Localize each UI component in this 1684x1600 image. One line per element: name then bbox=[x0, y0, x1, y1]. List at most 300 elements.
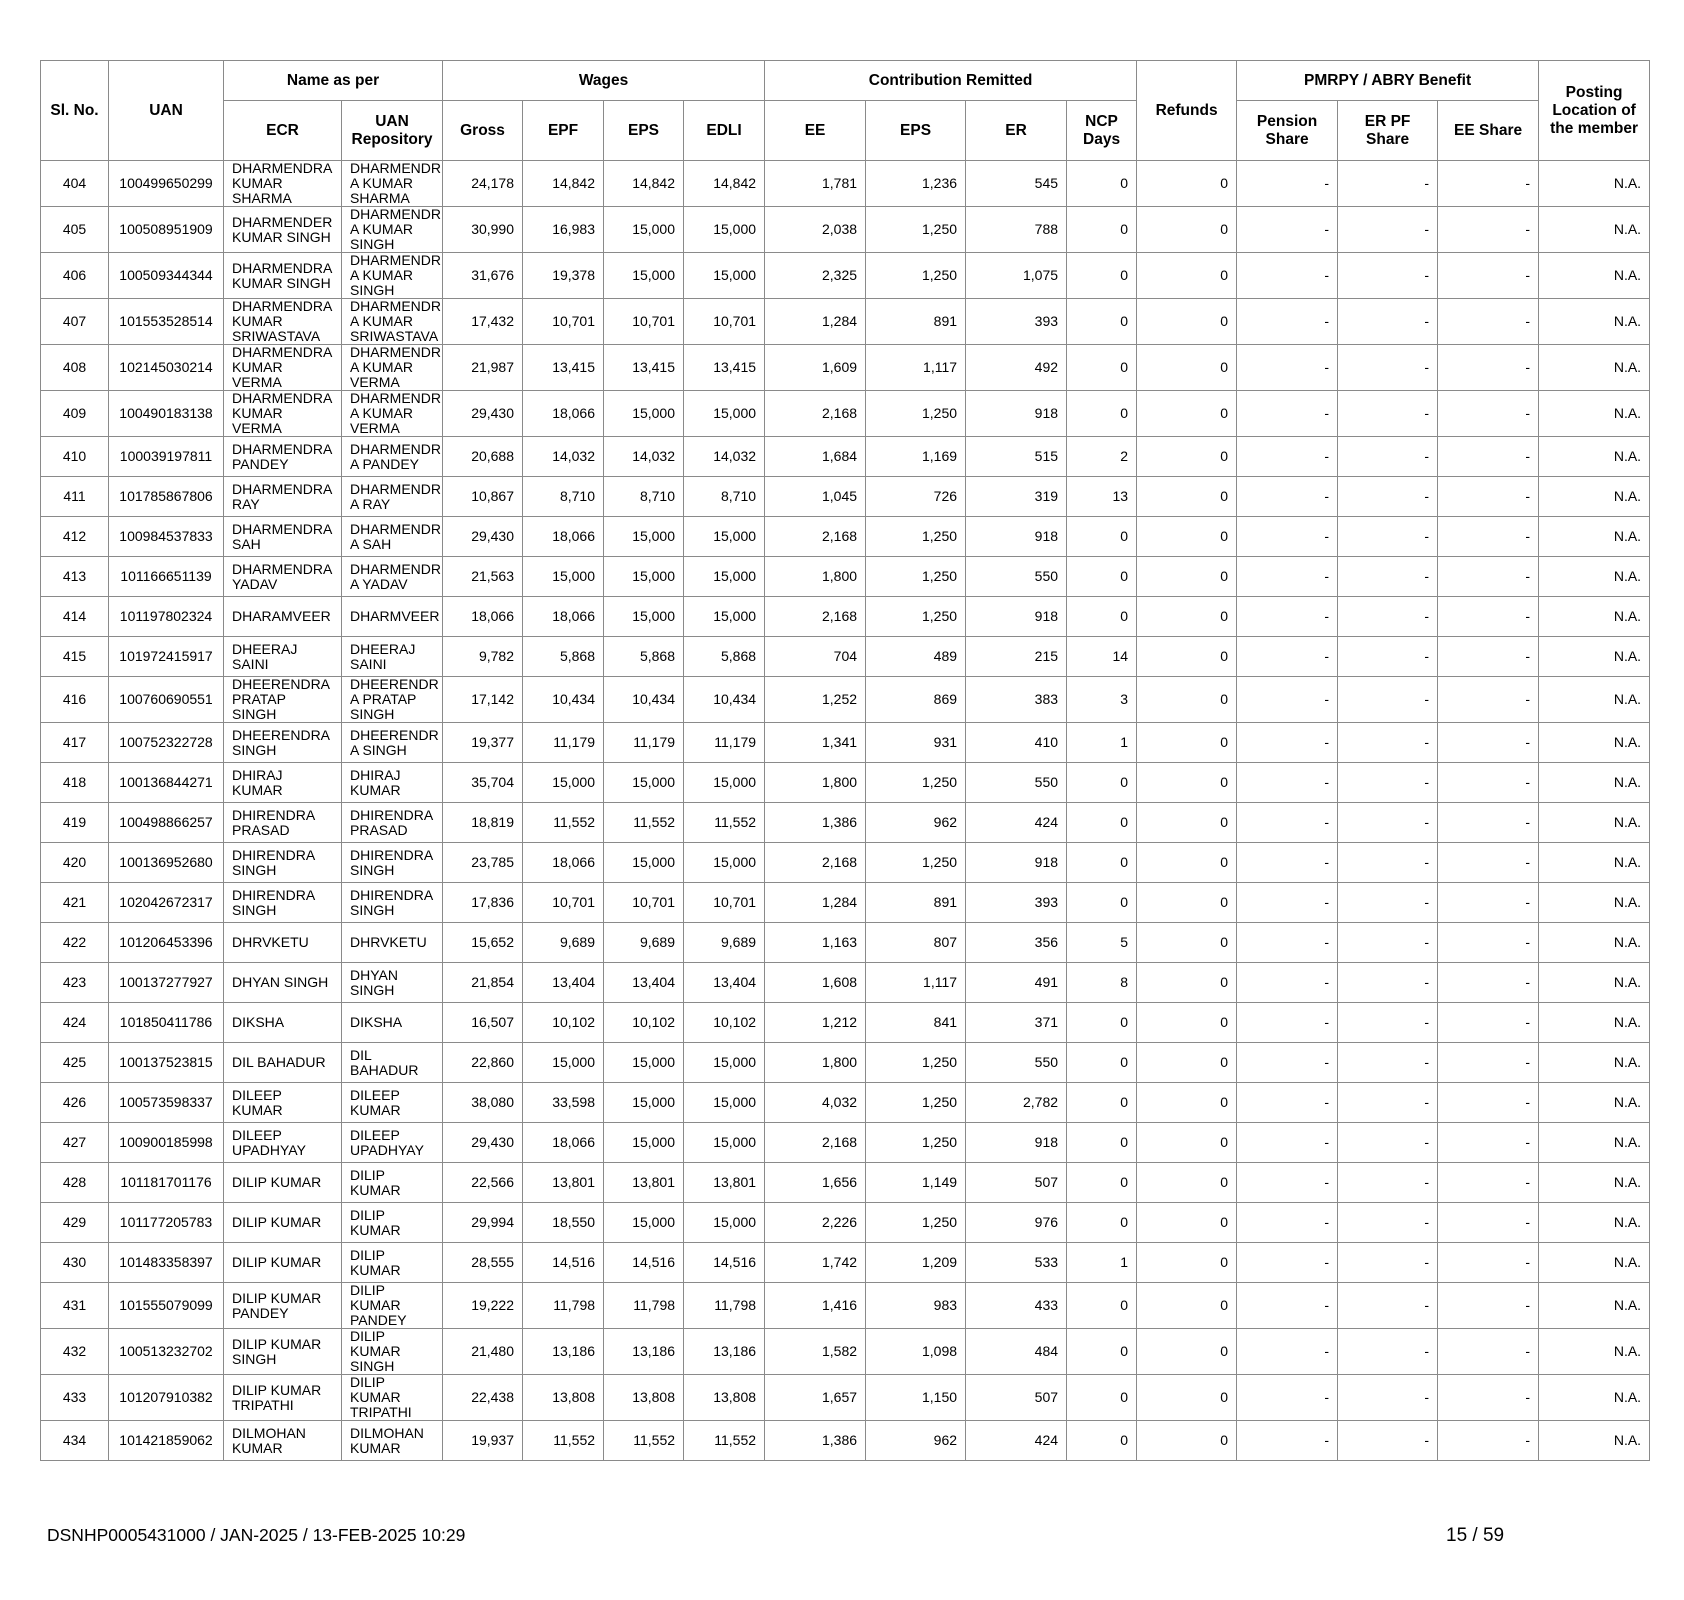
cell-refunds: 0 bbox=[1137, 803, 1237, 843]
cell-er: 507 bbox=[966, 1163, 1067, 1203]
cell-edli: 11,798 bbox=[684, 1283, 765, 1329]
cell-uan: 100508951909 bbox=[109, 207, 224, 253]
cell-contribution-eps: 1,250 bbox=[866, 1123, 966, 1163]
cell-er-pf-share: - bbox=[1338, 253, 1438, 299]
cell-ncp-days: 0 bbox=[1067, 803, 1137, 843]
cell-er: 2,782 bbox=[966, 1083, 1067, 1123]
table-row bbox=[41, 477, 1650, 517]
cell-pension-share: - bbox=[1237, 1123, 1338, 1163]
cell-eps: 15,000 bbox=[604, 391, 684, 437]
cell-contribution-eps: 1,098 bbox=[866, 1329, 966, 1375]
cell-posting-location: N.A. bbox=[1539, 1123, 1650, 1163]
cell-ee: 1,609 bbox=[765, 345, 866, 391]
cell-refunds: 0 bbox=[1137, 923, 1237, 963]
cell-ee-share: - bbox=[1438, 1421, 1539, 1461]
cell-epf: 16,983 bbox=[523, 207, 604, 253]
cell-ncp-days: 13 bbox=[1067, 477, 1137, 517]
header-eps: EPS bbox=[604, 101, 684, 161]
cell-eps: 11,179 bbox=[604, 723, 684, 763]
cell-eps: 15,000 bbox=[604, 207, 684, 253]
cell-ee-share: - bbox=[1438, 1283, 1539, 1329]
cell-uan: 101421859062 bbox=[109, 1421, 224, 1461]
table-row bbox=[41, 723, 1650, 763]
cell-ee: 2,038 bbox=[765, 207, 866, 253]
cell-uan-repository-name: DHIRAJ KUMAR bbox=[342, 763, 443, 803]
cell-eps: 5,868 bbox=[604, 637, 684, 677]
cell-ncp-days: 0 bbox=[1067, 1329, 1137, 1375]
cell-ncp-days: 0 bbox=[1067, 1163, 1137, 1203]
cell-epf: 11,552 bbox=[523, 1421, 604, 1461]
cell-refunds: 0 bbox=[1137, 1003, 1237, 1043]
cell-epf: 13,801 bbox=[523, 1163, 604, 1203]
cell-uan: 101972415917 bbox=[109, 637, 224, 677]
cell-sl-no: 434 bbox=[41, 1421, 109, 1461]
cell-eps: 10,701 bbox=[604, 883, 684, 923]
cell-sl-no: 429 bbox=[41, 1203, 109, 1243]
cell-pension-share: - bbox=[1237, 1003, 1338, 1043]
cell-uan: 100900185998 bbox=[109, 1123, 224, 1163]
cell-er: 356 bbox=[966, 923, 1067, 963]
cell-contribution-eps: 869 bbox=[866, 677, 966, 723]
cell-refunds: 0 bbox=[1137, 1375, 1237, 1421]
cell-er: 515 bbox=[966, 437, 1067, 477]
table-row bbox=[41, 883, 1650, 923]
cell-uan-repository-name: DILIP KUMAR bbox=[342, 1243, 443, 1283]
cell-epf: 8,710 bbox=[523, 477, 604, 517]
cell-pension-share: - bbox=[1237, 1375, 1338, 1421]
cell-uan: 100760690551 bbox=[109, 677, 224, 723]
cell-contribution-eps: 1,149 bbox=[866, 1163, 966, 1203]
cell-er-pf-share: - bbox=[1338, 345, 1438, 391]
cell-pension-share: - bbox=[1237, 1043, 1338, 1083]
cell-ee-share: - bbox=[1438, 345, 1539, 391]
cell-eps: 13,415 bbox=[604, 345, 684, 391]
cell-eps: 15,000 bbox=[604, 557, 684, 597]
cell-ecr-name: DHRVKETU bbox=[224, 923, 342, 963]
cell-er-pf-share: - bbox=[1338, 517, 1438, 557]
cell-posting-location: N.A. bbox=[1539, 883, 1650, 923]
cell-epf: 5,868 bbox=[523, 637, 604, 677]
cell-refunds: 0 bbox=[1137, 161, 1237, 207]
cell-ee-share: - bbox=[1438, 253, 1539, 299]
cell-posting-location: N.A. bbox=[1539, 207, 1650, 253]
cell-posting-location: N.A. bbox=[1539, 923, 1650, 963]
cell-ecr-name: DILIP KUMAR SINGH bbox=[224, 1329, 342, 1375]
header-uan: UAN bbox=[109, 61, 224, 161]
cell-ee: 1,386 bbox=[765, 1421, 866, 1461]
table-row bbox=[41, 161, 1650, 207]
cell-epf: 11,179 bbox=[523, 723, 604, 763]
table-body bbox=[41, 161, 1650, 1461]
cell-epf: 18,066 bbox=[523, 1123, 604, 1163]
cell-contribution-eps: 1,250 bbox=[866, 207, 966, 253]
cell-ecr-name: DILIP KUMAR bbox=[224, 1203, 342, 1243]
cell-epf: 18,066 bbox=[523, 517, 604, 557]
cell-ee: 1,252 bbox=[765, 677, 866, 723]
cell-er: 1,075 bbox=[966, 253, 1067, 299]
cell-ee: 704 bbox=[765, 637, 866, 677]
cell-epf: 11,552 bbox=[523, 803, 604, 843]
cell-ecr-name: DHEERENDRA PRATAP SINGH bbox=[224, 677, 342, 723]
cell-ee: 2,168 bbox=[765, 597, 866, 637]
cell-er: 424 bbox=[966, 1421, 1067, 1461]
cell-epf: 14,516 bbox=[523, 1243, 604, 1283]
cell-edli: 15,000 bbox=[684, 1203, 765, 1243]
cell-ncp-days: 8 bbox=[1067, 963, 1137, 1003]
cell-posting-location: N.A. bbox=[1539, 299, 1650, 345]
cell-contribution-eps: 1,150 bbox=[866, 1375, 966, 1421]
cell-ncp-days: 0 bbox=[1067, 763, 1137, 803]
cell-edli: 13,415 bbox=[684, 345, 765, 391]
cell-er-pf-share: - bbox=[1338, 597, 1438, 637]
cell-ecr-name: DHARMENDRA RAY bbox=[224, 477, 342, 517]
cell-ee: 1,742 bbox=[765, 1243, 866, 1283]
cell-gross: 22,860 bbox=[443, 1043, 523, 1083]
cell-ecr-name: DILEEP UPADHYAY bbox=[224, 1123, 342, 1163]
cell-gross: 16,507 bbox=[443, 1003, 523, 1043]
cell-er: 410 bbox=[966, 723, 1067, 763]
cell-sl-no: 424 bbox=[41, 1003, 109, 1043]
cell-sl-no: 411 bbox=[41, 477, 109, 517]
cell-ee: 1,163 bbox=[765, 923, 866, 963]
cell-refunds: 0 bbox=[1137, 763, 1237, 803]
cell-uan: 100513232702 bbox=[109, 1329, 224, 1375]
table-row bbox=[41, 637, 1650, 677]
cell-ee: 1,386 bbox=[765, 803, 866, 843]
cell-posting-location: N.A. bbox=[1539, 1243, 1650, 1283]
cell-gross: 15,652 bbox=[443, 923, 523, 963]
cell-posting-location: N.A. bbox=[1539, 1043, 1650, 1083]
cell-posting-location: N.A. bbox=[1539, 437, 1650, 477]
cell-ncp-days: 0 bbox=[1067, 1043, 1137, 1083]
cell-refunds: 0 bbox=[1137, 1203, 1237, 1243]
cell-epf: 33,598 bbox=[523, 1083, 604, 1123]
cell-edli: 13,801 bbox=[684, 1163, 765, 1203]
cell-ee: 1,045 bbox=[765, 477, 866, 517]
cell-ncp-days: 0 bbox=[1067, 345, 1137, 391]
cell-edli: 15,000 bbox=[684, 391, 765, 437]
cell-refunds: 0 bbox=[1137, 477, 1237, 517]
cell-pension-share: - bbox=[1237, 345, 1338, 391]
cell-er: 383 bbox=[966, 677, 1067, 723]
cell-edli: 5,868 bbox=[684, 637, 765, 677]
cell-ee-share: - bbox=[1438, 161, 1539, 207]
cell-ncp-days: 1 bbox=[1067, 1243, 1137, 1283]
table-row bbox=[41, 1375, 1650, 1421]
cell-er-pf-share: - bbox=[1338, 1421, 1438, 1461]
cell-pension-share: - bbox=[1237, 677, 1338, 723]
cell-ncp-days: 14 bbox=[1067, 637, 1137, 677]
cell-ncp-days: 0 bbox=[1067, 391, 1137, 437]
cell-pension-share: - bbox=[1237, 437, 1338, 477]
cell-edli: 15,000 bbox=[684, 763, 765, 803]
table-row bbox=[41, 1203, 1650, 1243]
cell-sl-no: 425 bbox=[41, 1043, 109, 1083]
cell-pension-share: - bbox=[1237, 723, 1338, 763]
table-row bbox=[41, 1003, 1650, 1043]
cell-ecr-name: DHARMENDRA KUMAR VERMA bbox=[224, 391, 342, 437]
cell-epf: 18,066 bbox=[523, 391, 604, 437]
cell-ecr-name: DHIRAJ KUMAR bbox=[224, 763, 342, 803]
cell-ncp-days: 0 bbox=[1067, 1123, 1137, 1163]
table-row bbox=[41, 597, 1650, 637]
cell-ncp-days: 0 bbox=[1067, 299, 1137, 345]
cell-ncp-days: 0 bbox=[1067, 253, 1137, 299]
cell-uan-repository-name: DILIP KUMAR bbox=[342, 1163, 443, 1203]
cell-ee: 2,168 bbox=[765, 391, 866, 437]
cell-eps: 15,000 bbox=[604, 1123, 684, 1163]
cell-uan: 101197802324 bbox=[109, 597, 224, 637]
cell-posting-location: N.A. bbox=[1539, 677, 1650, 723]
cell-epf: 18,066 bbox=[523, 597, 604, 637]
cell-er-pf-share: - bbox=[1338, 391, 1438, 437]
cell-ee-share: - bbox=[1438, 883, 1539, 923]
cell-refunds: 0 bbox=[1137, 437, 1237, 477]
cell-ee-share: - bbox=[1438, 963, 1539, 1003]
cell-sl-no: 413 bbox=[41, 557, 109, 597]
cell-contribution-eps: 1,250 bbox=[866, 843, 966, 883]
cell-refunds: 0 bbox=[1137, 637, 1237, 677]
cell-posting-location: N.A. bbox=[1539, 391, 1650, 437]
cell-ee: 1,684 bbox=[765, 437, 866, 477]
cell-gross: 10,867 bbox=[443, 477, 523, 517]
cell-contribution-eps: 1,250 bbox=[866, 597, 966, 637]
cell-er: 550 bbox=[966, 557, 1067, 597]
table-row bbox=[41, 1243, 1650, 1283]
cell-edli: 15,000 bbox=[684, 1043, 765, 1083]
cell-ecr-name: DHIRENDRA SINGH bbox=[224, 883, 342, 923]
cell-epf: 13,808 bbox=[523, 1375, 604, 1421]
cell-ncp-days: 0 bbox=[1067, 1375, 1137, 1421]
table-row bbox=[41, 207, 1650, 253]
header-er: ER bbox=[966, 101, 1067, 161]
cell-edli: 15,000 bbox=[684, 253, 765, 299]
cell-uan: 100136952680 bbox=[109, 843, 224, 883]
cell-ee: 2,325 bbox=[765, 253, 866, 299]
cell-uan-repository-name: DILIP KUMAR PANDEY bbox=[342, 1283, 443, 1329]
cell-eps: 15,000 bbox=[604, 1083, 684, 1123]
cell-er: 424 bbox=[966, 803, 1067, 843]
cell-contribution-eps: 1,236 bbox=[866, 161, 966, 207]
cell-uan: 101555079099 bbox=[109, 1283, 224, 1329]
table-row bbox=[41, 763, 1650, 803]
cell-er-pf-share: - bbox=[1338, 1163, 1438, 1203]
cell-eps: 14,516 bbox=[604, 1243, 684, 1283]
cell-ee-share: - bbox=[1438, 437, 1539, 477]
header-sl-no: Sl. No. bbox=[41, 61, 109, 161]
cell-uan-repository-name: DHARMENDR A YADAV bbox=[342, 557, 443, 597]
cell-sl-no: 418 bbox=[41, 763, 109, 803]
cell-er-pf-share: - bbox=[1338, 763, 1438, 803]
cell-ee: 2,168 bbox=[765, 1123, 866, 1163]
cell-posting-location: N.A. bbox=[1539, 1163, 1650, 1203]
cell-ecr-name: DHEERENDRA SINGH bbox=[224, 723, 342, 763]
cell-refunds: 0 bbox=[1137, 345, 1237, 391]
cell-refunds: 0 bbox=[1137, 1043, 1237, 1083]
cell-er: 492 bbox=[966, 345, 1067, 391]
cell-epf: 14,842 bbox=[523, 161, 604, 207]
cell-ncp-days: 0 bbox=[1067, 597, 1137, 637]
cell-pension-share: - bbox=[1237, 923, 1338, 963]
header-wages: Wages bbox=[443, 61, 765, 101]
cell-eps: 14,032 bbox=[604, 437, 684, 477]
cell-uan-repository-name: DIKSHA bbox=[342, 1003, 443, 1043]
cell-contribution-eps: 489 bbox=[866, 637, 966, 677]
cell-ee: 1,212 bbox=[765, 1003, 866, 1043]
cell-eps: 11,552 bbox=[604, 803, 684, 843]
cell-edli: 15,000 bbox=[684, 843, 765, 883]
cell-refunds: 0 bbox=[1137, 1123, 1237, 1163]
cell-ee-share: - bbox=[1438, 763, 1539, 803]
cell-edli: 11,552 bbox=[684, 1421, 765, 1461]
cell-er: 484 bbox=[966, 1329, 1067, 1375]
cell-ee-share: - bbox=[1438, 923, 1539, 963]
cell-ee: 1,657 bbox=[765, 1375, 866, 1421]
cell-ee: 4,032 bbox=[765, 1083, 866, 1123]
cell-posting-location: N.A. bbox=[1539, 253, 1650, 299]
cell-er-pf-share: - bbox=[1338, 1203, 1438, 1243]
table-row bbox=[41, 345, 1650, 391]
cell-contribution-eps: 1,169 bbox=[866, 437, 966, 477]
cell-uan: 100573598337 bbox=[109, 1083, 224, 1123]
cell-posting-location: N.A. bbox=[1539, 557, 1650, 597]
cell-gross: 29,994 bbox=[443, 1203, 523, 1243]
header-ecr: ECR bbox=[224, 101, 342, 161]
cell-contribution-eps: 891 bbox=[866, 299, 966, 345]
cell-gross: 22,438 bbox=[443, 1375, 523, 1421]
header-edli: EDLI bbox=[684, 101, 765, 161]
cell-uan-repository-name: DHRVKETU bbox=[342, 923, 443, 963]
cell-gross: 18,819 bbox=[443, 803, 523, 843]
cell-ee: 2,226 bbox=[765, 1203, 866, 1243]
cell-er-pf-share: - bbox=[1338, 923, 1438, 963]
cell-contribution-eps: 1,209 bbox=[866, 1243, 966, 1283]
cell-contribution-eps: 807 bbox=[866, 923, 966, 963]
cell-uan: 101166651139 bbox=[109, 557, 224, 597]
cell-uan: 100137523815 bbox=[109, 1043, 224, 1083]
cell-gross: 22,566 bbox=[443, 1163, 523, 1203]
cell-er: 319 bbox=[966, 477, 1067, 517]
cell-er: 393 bbox=[966, 299, 1067, 345]
cell-posting-location: N.A. bbox=[1539, 1329, 1650, 1375]
cell-uan: 101177205783 bbox=[109, 1203, 224, 1243]
cell-uan-repository-name: DHIRENDRA PRASAD bbox=[342, 803, 443, 843]
cell-ee: 1,284 bbox=[765, 299, 866, 345]
cell-epf: 19,378 bbox=[523, 253, 604, 299]
table-row bbox=[41, 677, 1650, 723]
cell-eps: 13,404 bbox=[604, 963, 684, 1003]
cell-uan-repository-name: DHIRENDRA SINGH bbox=[342, 843, 443, 883]
cell-edli: 15,000 bbox=[684, 1123, 765, 1163]
cell-ncp-days: 0 bbox=[1067, 1283, 1137, 1329]
cell-uan-repository-name: DHARMENDR A RAY bbox=[342, 477, 443, 517]
cell-eps: 15,000 bbox=[604, 1043, 684, 1083]
cell-ee-share: - bbox=[1438, 1375, 1539, 1421]
cell-ee-share: - bbox=[1438, 843, 1539, 883]
cell-edli: 10,434 bbox=[684, 677, 765, 723]
cell-ee: 1,608 bbox=[765, 963, 866, 1003]
cell-ecr-name: DIKSHA bbox=[224, 1003, 342, 1043]
cell-epf: 11,798 bbox=[523, 1283, 604, 1329]
cell-uan: 100499650299 bbox=[109, 161, 224, 207]
cell-edli: 15,000 bbox=[684, 207, 765, 253]
table-row bbox=[41, 1329, 1650, 1375]
cell-ecr-name: DHARMENDRA KUMAR SINGH bbox=[224, 253, 342, 299]
cell-ee-share: - bbox=[1438, 723, 1539, 763]
cell-contribution-eps: 962 bbox=[866, 1421, 966, 1461]
cell-uan-repository-name: DHARMENDR A KUMAR SRIWASTAVA bbox=[342, 299, 443, 345]
cell-gross: 19,222 bbox=[443, 1283, 523, 1329]
cell-epf: 13,186 bbox=[523, 1329, 604, 1375]
cell-pension-share: - bbox=[1237, 1203, 1338, 1243]
header-gross: Gross bbox=[443, 101, 523, 161]
cell-epf: 15,000 bbox=[523, 763, 604, 803]
cell-pension-share: - bbox=[1237, 1243, 1338, 1283]
cell-edli: 13,404 bbox=[684, 963, 765, 1003]
cell-gross: 17,432 bbox=[443, 299, 523, 345]
cell-edli: 15,000 bbox=[684, 557, 765, 597]
cell-ecr-name: DILEEP KUMAR bbox=[224, 1083, 342, 1123]
cell-pension-share: - bbox=[1237, 557, 1338, 597]
cell-ecr-name: DILIP KUMAR bbox=[224, 1163, 342, 1203]
cell-uan-repository-name: DHYAN SINGH bbox=[342, 963, 443, 1003]
cell-contribution-eps: 1,250 bbox=[866, 763, 966, 803]
table-row bbox=[41, 1421, 1650, 1461]
cell-ecr-name: DILIP KUMAR PANDEY bbox=[224, 1283, 342, 1329]
cell-posting-location: N.A. bbox=[1539, 517, 1650, 557]
cell-sl-no: 414 bbox=[41, 597, 109, 637]
table-row bbox=[41, 1283, 1650, 1329]
cell-er-pf-share: - bbox=[1338, 299, 1438, 345]
cell-uan-repository-name: DHEERENDR A PRATAP SINGH bbox=[342, 677, 443, 723]
cell-sl-no: 421 bbox=[41, 883, 109, 923]
cell-contribution-eps: 1,250 bbox=[866, 253, 966, 299]
cell-ee: 2,168 bbox=[765, 517, 866, 557]
cell-er-pf-share: - bbox=[1338, 1329, 1438, 1375]
cell-er-pf-share: - bbox=[1338, 803, 1438, 843]
header-name-as-per: Name as per bbox=[224, 61, 443, 101]
cell-uan-repository-name: DHARMENDR A PANDEY bbox=[342, 437, 443, 477]
cell-pension-share: - bbox=[1237, 1329, 1338, 1375]
cell-refunds: 0 bbox=[1137, 557, 1237, 597]
cell-uan: 100136844271 bbox=[109, 763, 224, 803]
cell-ee: 1,800 bbox=[765, 1043, 866, 1083]
cell-eps: 9,689 bbox=[604, 923, 684, 963]
cell-pension-share: - bbox=[1237, 1283, 1338, 1329]
cell-refunds: 0 bbox=[1137, 843, 1237, 883]
header-er-pf-share: ER PF Share bbox=[1338, 101, 1438, 161]
cell-er: 918 bbox=[966, 1123, 1067, 1163]
cell-sl-no: 427 bbox=[41, 1123, 109, 1163]
cell-uan-repository-name: DHARMENDR A KUMAR SINGH bbox=[342, 207, 443, 253]
cell-pension-share: - bbox=[1237, 1083, 1338, 1123]
cell-ee-share: - bbox=[1438, 677, 1539, 723]
cell-posting-location: N.A. bbox=[1539, 161, 1650, 207]
cell-edli: 13,808 bbox=[684, 1375, 765, 1421]
cell-uan-repository-name: DILEEP UPADHYAY bbox=[342, 1123, 443, 1163]
cell-epf: 18,550 bbox=[523, 1203, 604, 1243]
cell-pension-share: - bbox=[1237, 763, 1338, 803]
cell-pension-share: - bbox=[1237, 803, 1338, 843]
cell-sl-no: 432 bbox=[41, 1329, 109, 1375]
cell-contribution-eps: 1,250 bbox=[866, 391, 966, 437]
cell-edli: 15,000 bbox=[684, 517, 765, 557]
cell-refunds: 0 bbox=[1137, 677, 1237, 723]
cell-epf: 10,701 bbox=[523, 883, 604, 923]
cell-eps: 10,701 bbox=[604, 299, 684, 345]
cell-eps: 8,710 bbox=[604, 477, 684, 517]
cell-er-pf-share: - bbox=[1338, 161, 1438, 207]
